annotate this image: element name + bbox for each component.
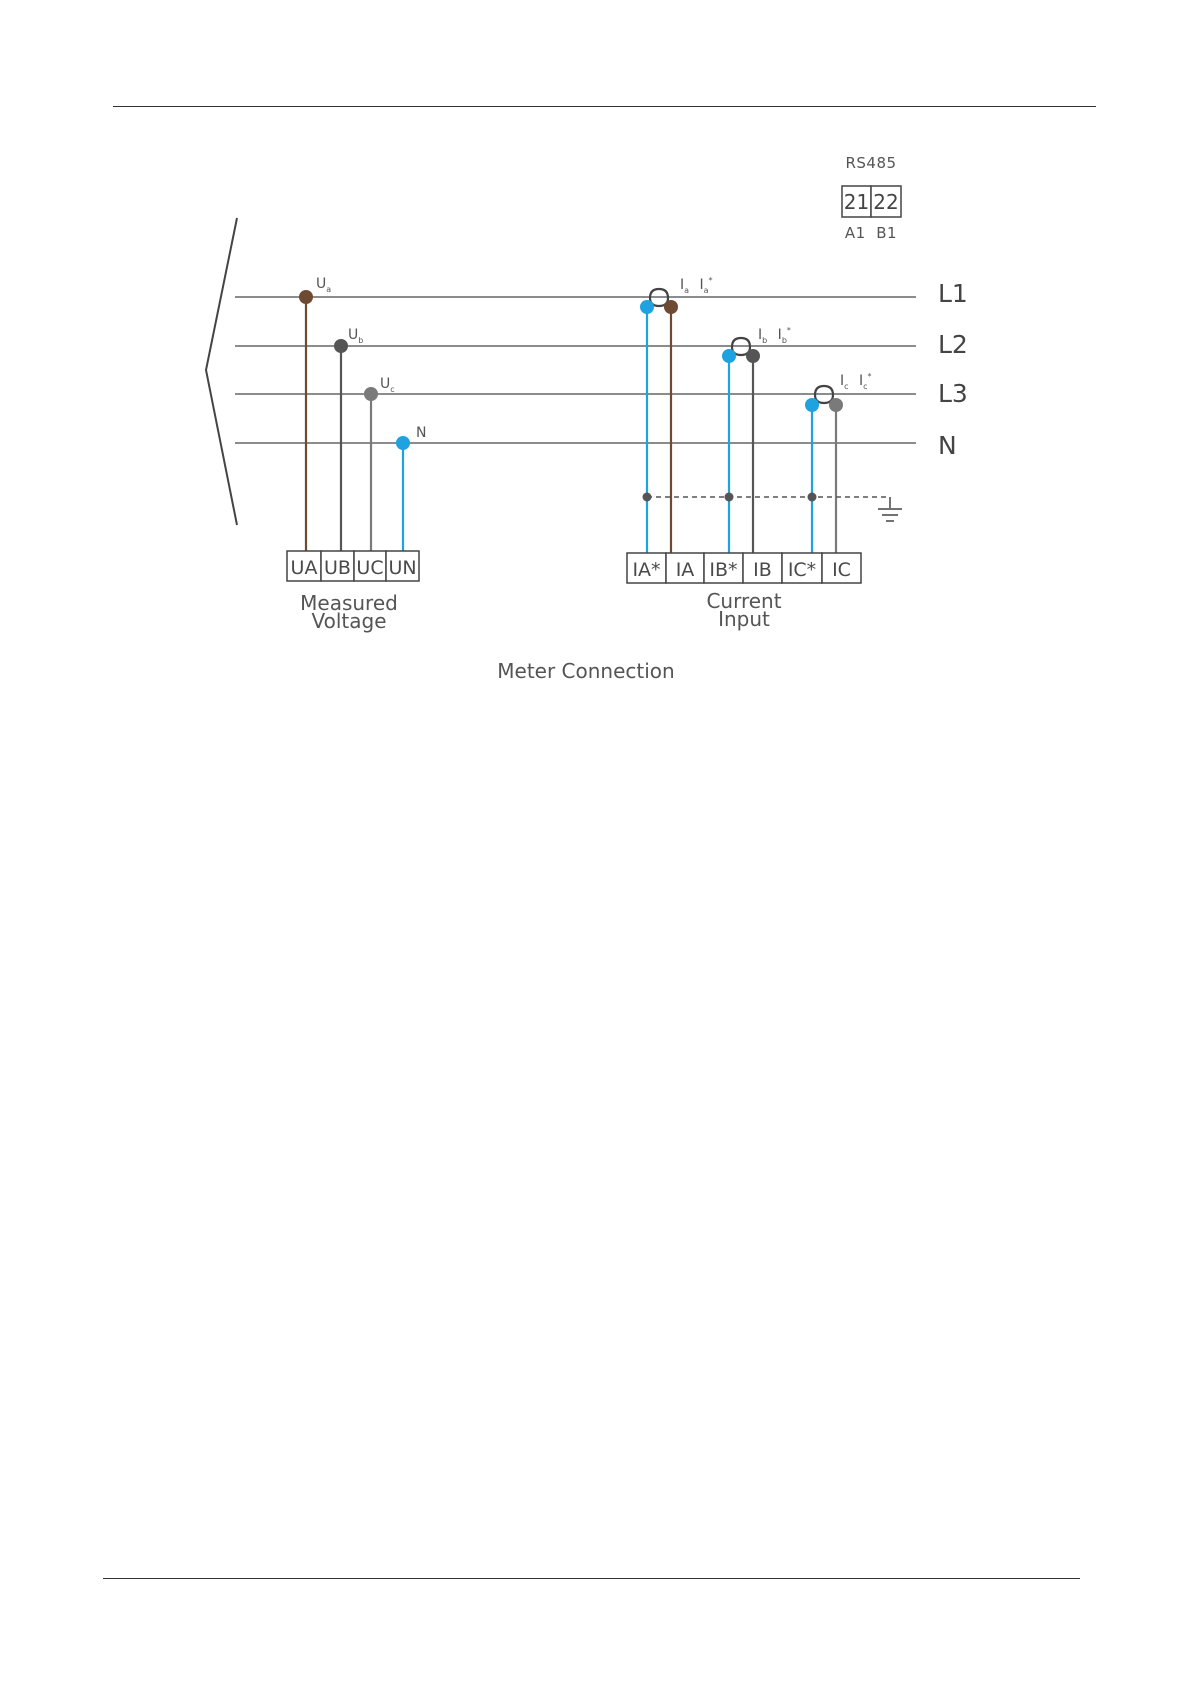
current-terminal-block bbox=[627, 553, 861, 583]
ct-label-b: $I_b$ $I_b^*$ bbox=[758, 326, 791, 345]
ct-dot-ic bbox=[829, 398, 843, 412]
rs485-terminal-21: 21 bbox=[843, 190, 870, 214]
ct-dot-ia-star bbox=[640, 300, 654, 314]
terminal-ub: UB bbox=[324, 557, 351, 579]
current-wires bbox=[647, 307, 836, 553]
tap-label-ua: $U_a$ bbox=[316, 276, 332, 294]
rs485-title: RS485 bbox=[845, 154, 897, 172]
line-label-l2: L2 bbox=[938, 330, 968, 359]
ct-dot-ib-star bbox=[722, 349, 736, 363]
ct-dot-ic-star bbox=[805, 398, 819, 412]
source-arrow-shape bbox=[206, 218, 237, 525]
voltage-caption-line1: Measured bbox=[300, 591, 398, 615]
phase-lines bbox=[235, 297, 916, 443]
tap-dot-uc bbox=[364, 387, 378, 401]
rs485-terminal-22: 22 bbox=[873, 190, 899, 214]
current-caption-line1: Current bbox=[706, 589, 782, 613]
ground-icon bbox=[878, 497, 902, 521]
terminal-ic: IC bbox=[832, 559, 851, 581]
terminal-ua: UA bbox=[290, 557, 318, 579]
terminal-ia: IA bbox=[675, 559, 695, 581]
ct-dot-ib bbox=[746, 349, 760, 363]
current-caption-line2: Input bbox=[718, 607, 770, 631]
figure-caption: Meter Connection bbox=[497, 659, 675, 683]
line-label-n: N bbox=[938, 431, 957, 460]
ground-node-a bbox=[643, 493, 652, 502]
terminal-ia-star: IA* bbox=[632, 559, 661, 581]
ground-node-c bbox=[808, 493, 817, 502]
ct-label-c: $I_c$ $I_c^*$ bbox=[840, 372, 872, 391]
tap-label-uc: $U_c$ bbox=[380, 376, 395, 394]
terminal-ic-star: IC* bbox=[787, 559, 817, 581]
terminal-uc: UC bbox=[356, 557, 384, 579]
tap-label-ub: $U_b$ bbox=[348, 327, 364, 345]
tap-dot-un bbox=[396, 436, 410, 450]
line-label-l3: L3 bbox=[938, 379, 968, 408]
terminal-un: UN bbox=[388, 557, 417, 579]
tap-label-n: N bbox=[416, 425, 427, 441]
tap-dot-ua bbox=[299, 290, 313, 304]
ct-dot-ia bbox=[664, 300, 678, 314]
line-label-l1: L1 bbox=[938, 279, 968, 308]
ground-node-b bbox=[725, 493, 734, 502]
ct-label-a: $I_a$ $I_a^*$ bbox=[680, 276, 713, 295]
rs485-pin-labels: A1 B1 bbox=[844, 224, 898, 242]
voltage-caption-line2: Voltage bbox=[311, 609, 387, 633]
terminal-ib-star: IB* bbox=[709, 559, 738, 581]
terminal-ib: IB bbox=[753, 559, 772, 581]
tap-dot-ub bbox=[334, 339, 348, 353]
